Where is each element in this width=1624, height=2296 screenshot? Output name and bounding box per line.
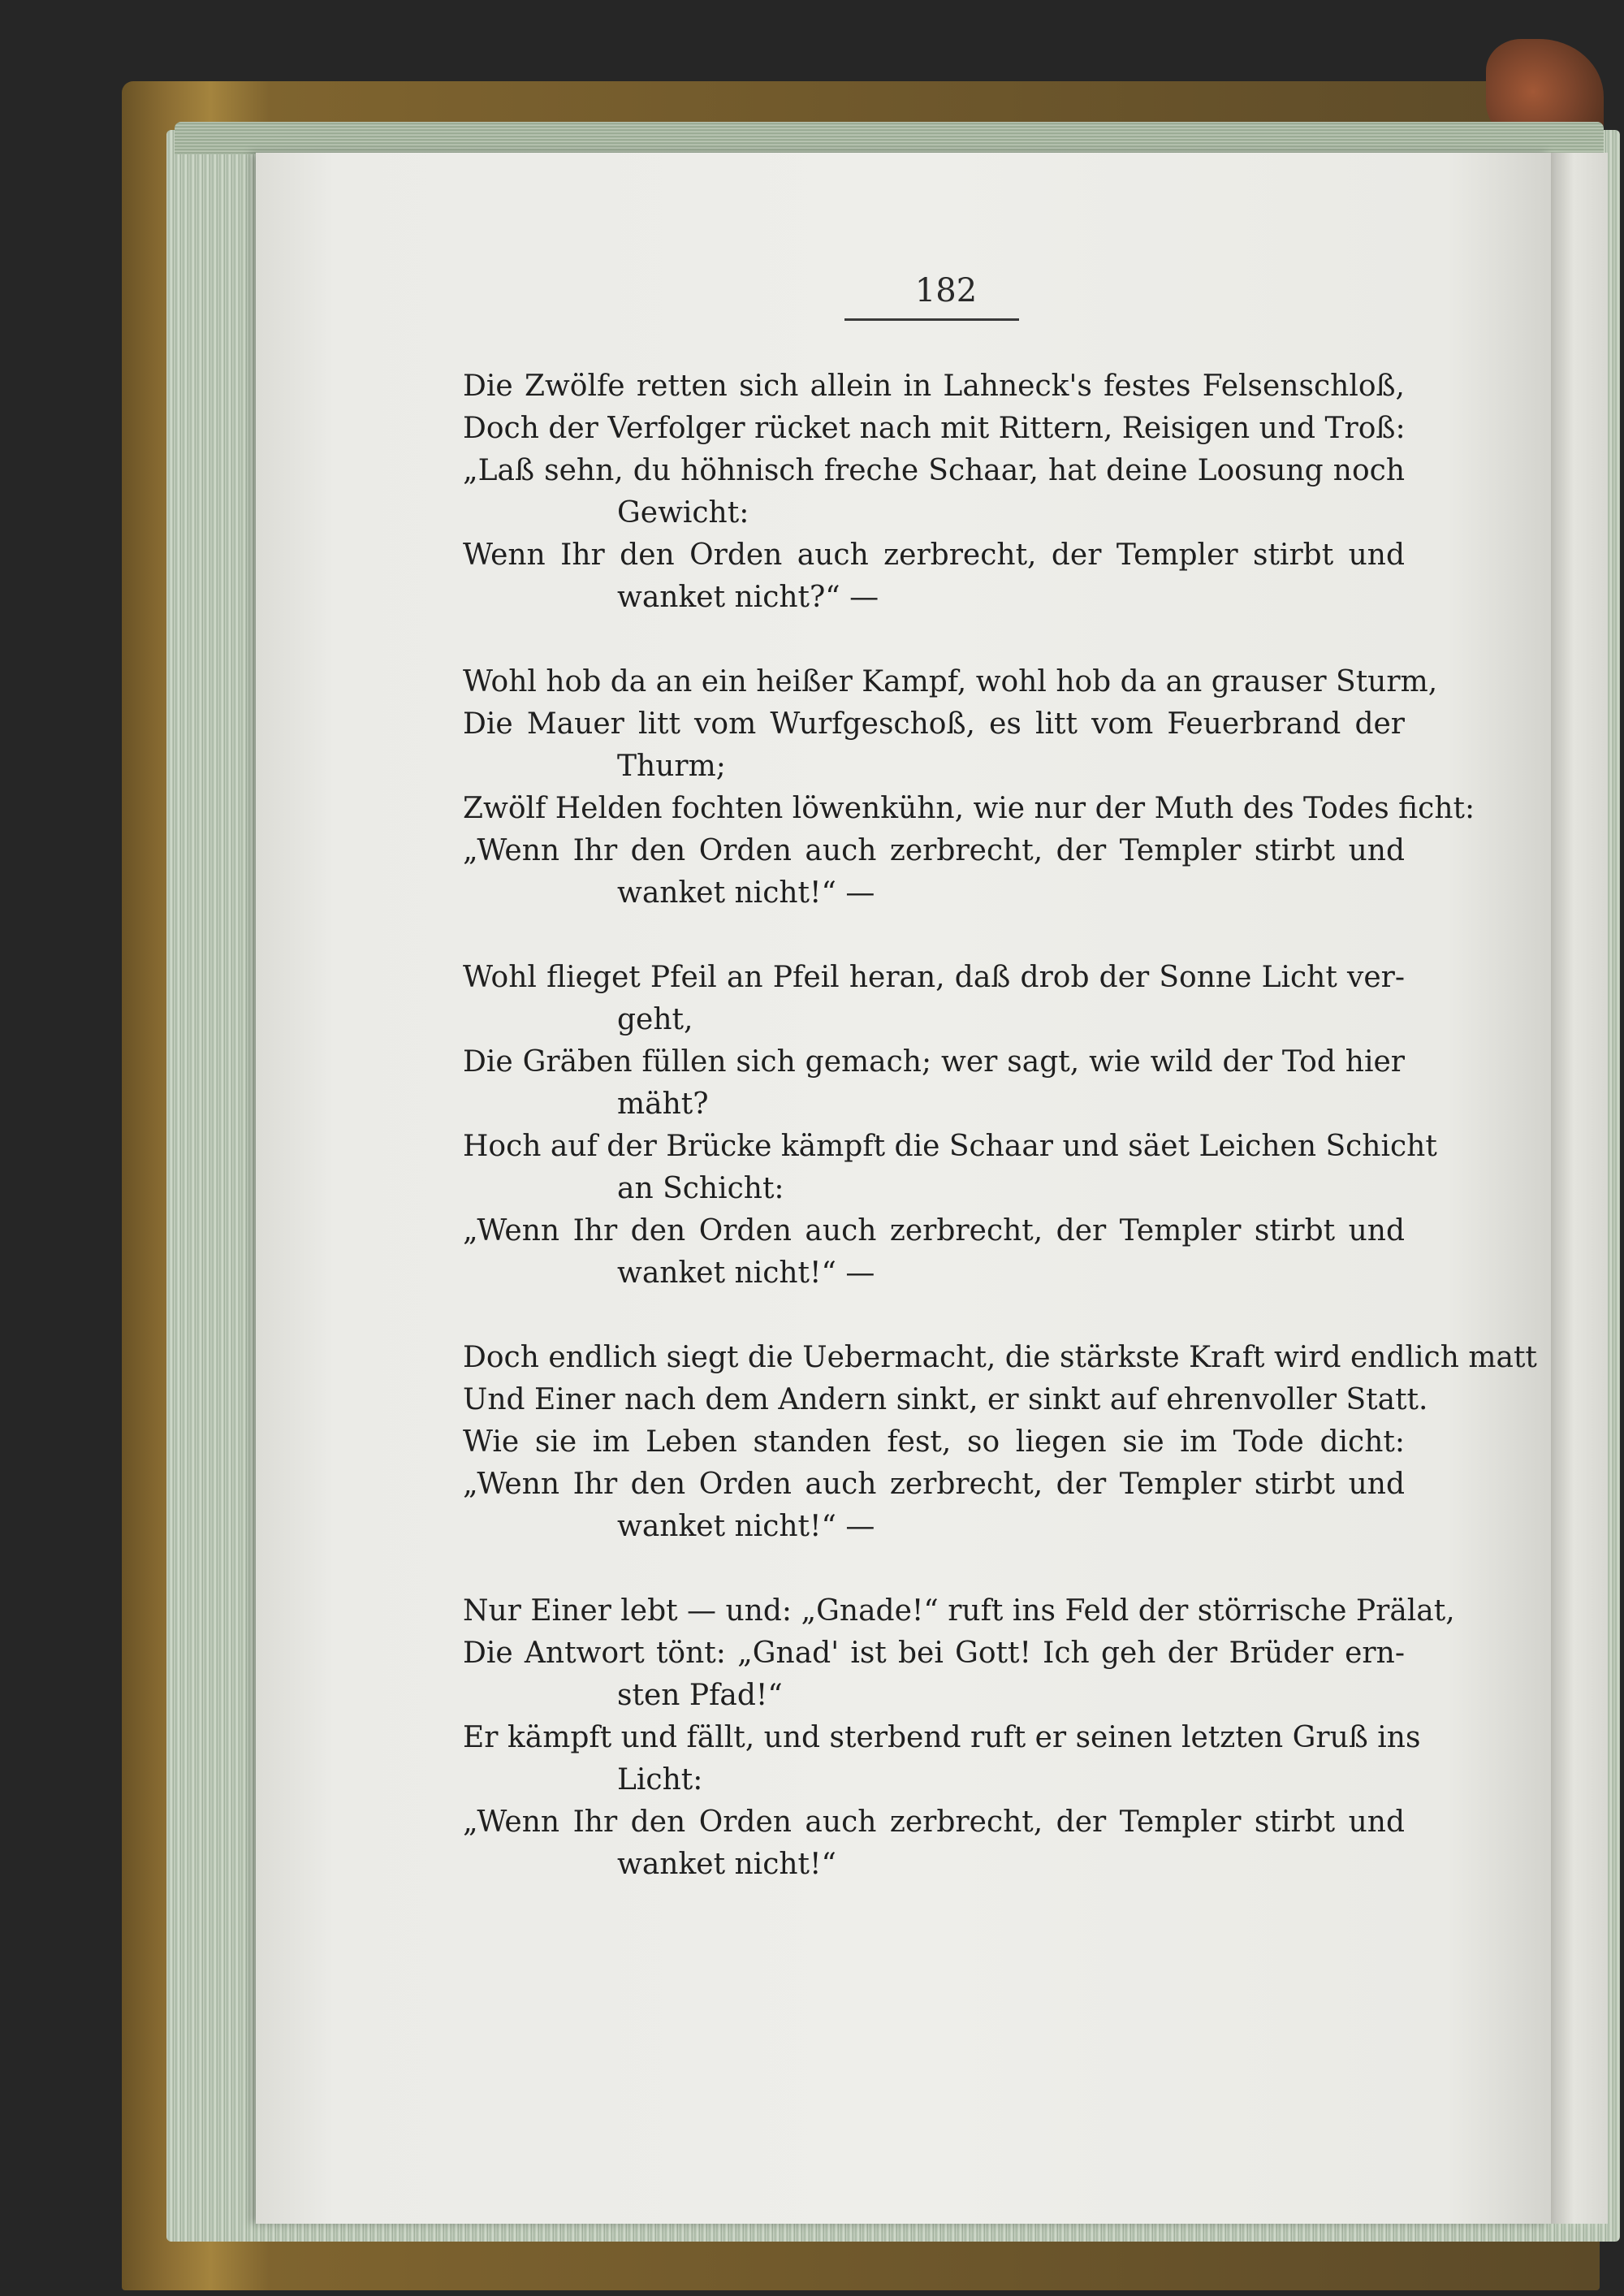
verse-line: Die Antwort tönt: „Gnad' ist bei Gott! Ich geh der Brüder ern-	[463, 1637, 1405, 1670]
verse-line-continuation: Thurm;	[617, 750, 726, 783]
verse-line: Doch der Verfolger rücket nach mit Rittern, Reisigen und Troß:	[463, 412, 1406, 445]
verse-line: Wohl flieget Pfeil an Pfeil heran, daß drob der Sonne Licht ver-	[463, 961, 1405, 994]
verse-line-continuation: Licht:	[617, 1763, 703, 1797]
verse-line: Zwölf Helden fochten löwenkühn, wie nur der Muth des Todes ficht:	[463, 792, 1475, 825]
page-number: 182	[914, 272, 978, 309]
stanza	[463, 661, 1475, 915]
verse-line: Wenn Ihr den Orden auch zerbrecht, der Templer stirbt und	[463, 538, 1405, 572]
verse-line-continuation: geht,	[617, 1003, 693, 1036]
verse-line: Er kämpft und fällt, und sterbend ruft er seinen letzten Gruß ins	[463, 1721, 1421, 1754]
verse-line: „Wenn Ihr den Orden auch zerbrecht, der Templer stirbt und	[463, 1805, 1405, 1839]
poem	[463, 365, 1537, 1928]
verse-line-continuation: sten Pfad!“	[617, 1679, 783, 1712]
verse-line: Die Mauer litt vom Wurfgeschoß, es litt vom Feuerbrand der	[463, 707, 1405, 741]
verse-line: Wohl hob da an ein heißer Kampf, wohl hob da an grauser Sturm,	[463, 665, 1438, 698]
next-page-edge	[1551, 153, 1608, 2224]
verse-line-continuation: an Schicht:	[617, 1172, 784, 1205]
verse-line-continuation: wanket nicht!“ —	[617, 1510, 875, 1543]
verse-line: „Wenn Ihr den Orden auch zerbrecht, der Templer stirbt und	[463, 834, 1405, 867]
verse-line-continuation: wanket nicht!“ —	[617, 1256, 875, 1290]
verse-line: Die Gräben füllen sich gemach; wer sagt, wie wild der Tod hier	[463, 1045, 1405, 1079]
verse-line: Doch endlich siegt die Uebermacht, die stärkste Kraft wird endlich matt	[463, 1341, 1537, 1374]
verse-line-continuation: wanket nicht!“	[617, 1848, 836, 1881]
verse-line: „Laß sehn, du höhnisch freche Schaar, hat deine Loosung noch	[463, 454, 1405, 487]
stanza	[463, 1337, 1537, 1548]
stanza	[463, 1590, 1455, 1886]
verse-line-continuation: mäht?	[617, 1087, 709, 1121]
verse-line: Nur Einer lebt — und: „Gnade!“ ruft ins Feld der störrische Prälat,	[463, 1594, 1455, 1628]
header-rule	[844, 318, 1019, 321]
verse-line-continuation: wanket nicht!“ —	[617, 876, 875, 910]
verse-line: „Wenn Ihr den Orden auch zerbrecht, der Templer stirbt und	[463, 1214, 1405, 1247]
verse-line: Und Einer nach dem Andern sinkt, er sinkt auf ehrenvoller Statt.	[463, 1383, 1428, 1416]
verse-line-continuation: wanket nicht?“ —	[617, 581, 879, 614]
verse-line: „Wenn Ihr den Orden auch zerbrecht, der Templer stirbt und	[463, 1468, 1405, 1501]
stanza	[463, 365, 1405, 619]
stanza	[463, 957, 1437, 1295]
verse-line: Hoch auf der Brücke kämpft die Schaar und säet Leichen Schicht	[463, 1130, 1437, 1163]
verse-line-continuation: Gewicht:	[617, 496, 749, 530]
verse-line: Wie sie im Leben standen fest, so liegen sie im Tode dicht:	[463, 1425, 1405, 1459]
verse-line: Die Zwölfe retten sich allein in Lahneck's festes Felsenschloß,	[463, 370, 1405, 403]
page-stack-top	[175, 122, 1604, 154]
